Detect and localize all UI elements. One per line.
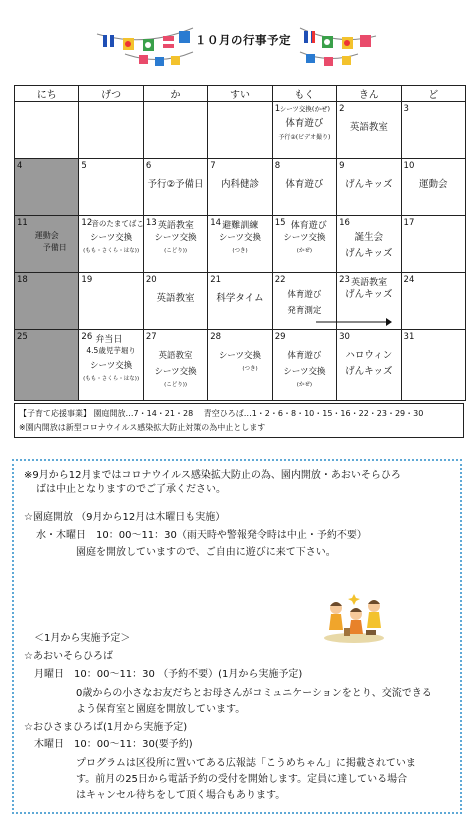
event-label: 予行②(ビデオ撮り) <box>278 134 331 141</box>
day-cell-empty <box>143 102 207 159</box>
day-number: 10 <box>403 161 415 171</box>
event-label: (こどり)) <box>164 382 188 388</box>
weekday-header <box>15 86 466 102</box>
event-label: げんキッズ <box>345 179 393 190</box>
info-text: はキャンセル待ちをして頂く場合もあります。 <box>76 790 286 801</box>
day-cell-4 <box>15 159 79 216</box>
day-number: 26 <box>81 332 93 342</box>
weekday-sun: にち <box>15 86 79 102</box>
weekday-thu: もく <box>272 86 336 102</box>
event-label: 内科健診 <box>220 179 259 190</box>
event-label: シーツ交換 <box>218 233 262 243</box>
day-number: 4 <box>17 161 23 171</box>
day-number: 8 <box>274 161 281 171</box>
event-label: 英語教室 <box>351 278 388 288</box>
info-text: よう保育室と園庭を開放しています。 <box>76 704 246 715</box>
event-label: (もも・さくら・はな)) <box>83 248 140 254</box>
arrow-right-icon <box>282 317 392 327</box>
event-label: 発育測定 <box>287 306 322 316</box>
event-label: 体育遊び <box>285 118 324 129</box>
weekday-tue: か <box>143 86 207 102</box>
day-number: 28 <box>210 332 222 342</box>
day-cell-7 <box>208 159 272 216</box>
day-cell-3 <box>401 102 465 159</box>
info-text: ばは中止となりますのでご了承ください。 <box>36 484 226 495</box>
event-label: 運動会 <box>419 179 448 190</box>
event-label: (もも・さくら・はな)) <box>83 376 140 382</box>
event-label: 英語教室 <box>157 221 194 231</box>
event-label: (かぜ) <box>296 382 313 388</box>
info-heading: ＜1月から実施予定＞ <box>34 633 131 644</box>
day-number: 2 <box>339 104 345 114</box>
day-number: 23 <box>339 275 350 285</box>
event-label: シーツ交換 <box>283 233 326 243</box>
event-label: 体育遊び <box>285 179 324 190</box>
info-text: プログラムは区役所に置いてある広報誌「こうめちゃん」に掲載されていま <box>76 758 416 769</box>
event-label: 予備日 <box>42 243 67 252</box>
day-number: 22 <box>274 275 286 285</box>
day-cell-21 <box>208 273 272 330</box>
event-label: 避難訓練 <box>222 221 259 231</box>
event-label: シーツ交換(かぜ) <box>279 105 330 113</box>
event-label: げんキッズ <box>345 248 393 259</box>
event-calendar <box>14 85 466 401</box>
day-cell-14 <box>208 216 272 273</box>
event-label: シーツ交換 <box>154 367 197 377</box>
day-number: 19 <box>81 275 93 285</box>
day-cell-13 <box>143 216 207 273</box>
info-heading: ☆あおいそらひろば <box>24 651 113 662</box>
event-label: 予行②予備日 <box>147 179 204 190</box>
info-text: ※9月から12月まではコロナウイルス感染拡大防止の為、園内開放・あおいそらひろ <box>24 470 401 481</box>
day-cell-29 <box>272 330 336 401</box>
day-number: 29 <box>274 332 286 342</box>
day-cell-26 <box>79 330 143 401</box>
weekday-fri: きん <box>337 86 401 102</box>
event-label: 誕生会 <box>354 232 384 243</box>
event-label: シーツ交換 <box>218 351 262 361</box>
support-cancel-note: ※園内開放は新型コロナウイルス感染拡大防止対策の為中止とします <box>19 423 266 432</box>
day-cell-20 <box>143 273 207 330</box>
event-label: 体育遊び <box>287 290 322 300</box>
day-cell-25 <box>15 330 79 401</box>
info-text: 園庭を開放していますので、ご自由に遊びに来て下さい。 <box>76 547 336 558</box>
info-heading: ☆おひさまひろば(1月から実施予定) <box>24 722 188 733</box>
day-number: 13 <box>145 218 157 228</box>
day-number: 14 <box>210 218 222 228</box>
flag-bunting-right <box>298 14 378 66</box>
day-cell-24 <box>401 273 465 330</box>
day-cell-1 <box>272 102 336 159</box>
weekday-sat: ど <box>401 86 465 102</box>
event-label: (かぜ) <box>296 248 313 254</box>
day-number: 16 <box>339 218 350 228</box>
children-playing-illustration <box>322 592 386 644</box>
day-cell-8 <box>272 159 336 216</box>
event-label: 英語教室 <box>349 122 388 133</box>
event-label: 体育遊び <box>290 221 327 231</box>
event-label: シーツ交換 <box>90 233 133 243</box>
weekday-mon: げつ <box>79 86 143 102</box>
day-cell-empty <box>15 102 79 159</box>
day-cell-31 <box>401 330 465 401</box>
event-label: 運動会 <box>34 231 59 240</box>
info-text: 月曜日 10：00～11：30 （予約不要）(1月から実施予定) <box>34 669 303 680</box>
support-schedule-line: 【子育て応援事業】 園庭開放…7・14・21・28 青空ひろば…1・2・6・8・10・15・16・22・23・29・30 <box>19 409 424 418</box>
day-cell-18 <box>15 273 79 330</box>
support-notice-box <box>14 403 464 438</box>
event-label: 科学タイム <box>216 293 264 304</box>
day-number: 12 <box>81 218 93 228</box>
day-number: 31 <box>403 332 415 342</box>
event-label: シーツ交換 <box>283 367 326 377</box>
event-label: げんキッズ <box>345 366 393 377</box>
info-text: 木曜日 10：00～11：30(要予約) <box>34 739 193 750</box>
day-number: 30 <box>339 332 350 342</box>
day-cell-17 <box>401 216 465 273</box>
day-cell-16 <box>337 216 401 273</box>
event-label: 弁当日 <box>95 335 123 345</box>
day-cell-10 <box>401 159 465 216</box>
day-cell-28 <box>208 330 272 401</box>
day-cell-12 <box>79 216 143 273</box>
info-text: す。前月の25日から電話予約の受付を開始します。定員に達している場合 <box>76 774 408 785</box>
day-number: 9 <box>339 161 345 171</box>
day-number: 21 <box>210 275 222 285</box>
day-number: 5 <box>81 161 87 171</box>
day-number: 25 <box>17 332 28 342</box>
event-label: 英語教室 <box>158 351 193 361</box>
day-cell-15 <box>272 216 336 273</box>
day-cell-9 <box>337 159 401 216</box>
info-heading: ☆園庭開放 （9月から12月は木曜日も実施） <box>24 512 226 523</box>
day-number: 20 <box>145 275 157 285</box>
event-label: げんキッズ <box>345 289 393 300</box>
event-label: シーツ交換 <box>90 361 133 371</box>
day-number: 17 <box>403 218 415 228</box>
day-cell-19 <box>79 273 143 330</box>
day-cell-6 <box>143 159 207 216</box>
day-number: 1 <box>274 104 281 114</box>
day-cell-30 <box>337 330 401 401</box>
event-label: (こどり)) <box>164 248 188 254</box>
day-cell-2 <box>337 102 401 159</box>
day-number: 15 <box>274 218 286 228</box>
info-text: 0歳からの小さなお友だちとお母さんがコミュニケーションをとり、交流できる <box>76 688 432 699</box>
info-box <box>12 459 462 814</box>
event-label: 4.5歳児芋堀り <box>86 346 136 355</box>
event-label: シーツ交換 <box>154 233 197 243</box>
day-number: 11 <box>17 218 28 228</box>
day-number: 24 <box>403 275 415 285</box>
event-label: 音のたまてばこ <box>91 219 144 228</box>
event-label: ハロウィン <box>345 350 393 361</box>
day-cell-5 <box>79 159 143 216</box>
day-cell-11 <box>15 216 79 273</box>
day-number: 6 <box>145 161 152 171</box>
day-number: 18 <box>17 275 28 285</box>
info-text: 水・木曜日 10：00～11：30（雨天時や警報発令時は中止・予約不要） <box>36 530 367 541</box>
day-cell-27 <box>143 330 207 401</box>
day-number: 27 <box>145 332 157 342</box>
event-label: 体育遊び <box>287 351 322 361</box>
day-number: 3 <box>403 104 409 114</box>
event-label: (つき) <box>242 366 258 372</box>
day-cell-empty <box>208 102 272 159</box>
event-label: (つき) <box>232 248 248 254</box>
day-cell-empty <box>79 102 143 159</box>
event-label: 英語教室 <box>156 293 195 304</box>
page-title: １０月の行事予定 <box>195 33 291 47</box>
day-number: 7 <box>210 161 216 171</box>
weekday-wed: すい <box>208 86 272 102</box>
